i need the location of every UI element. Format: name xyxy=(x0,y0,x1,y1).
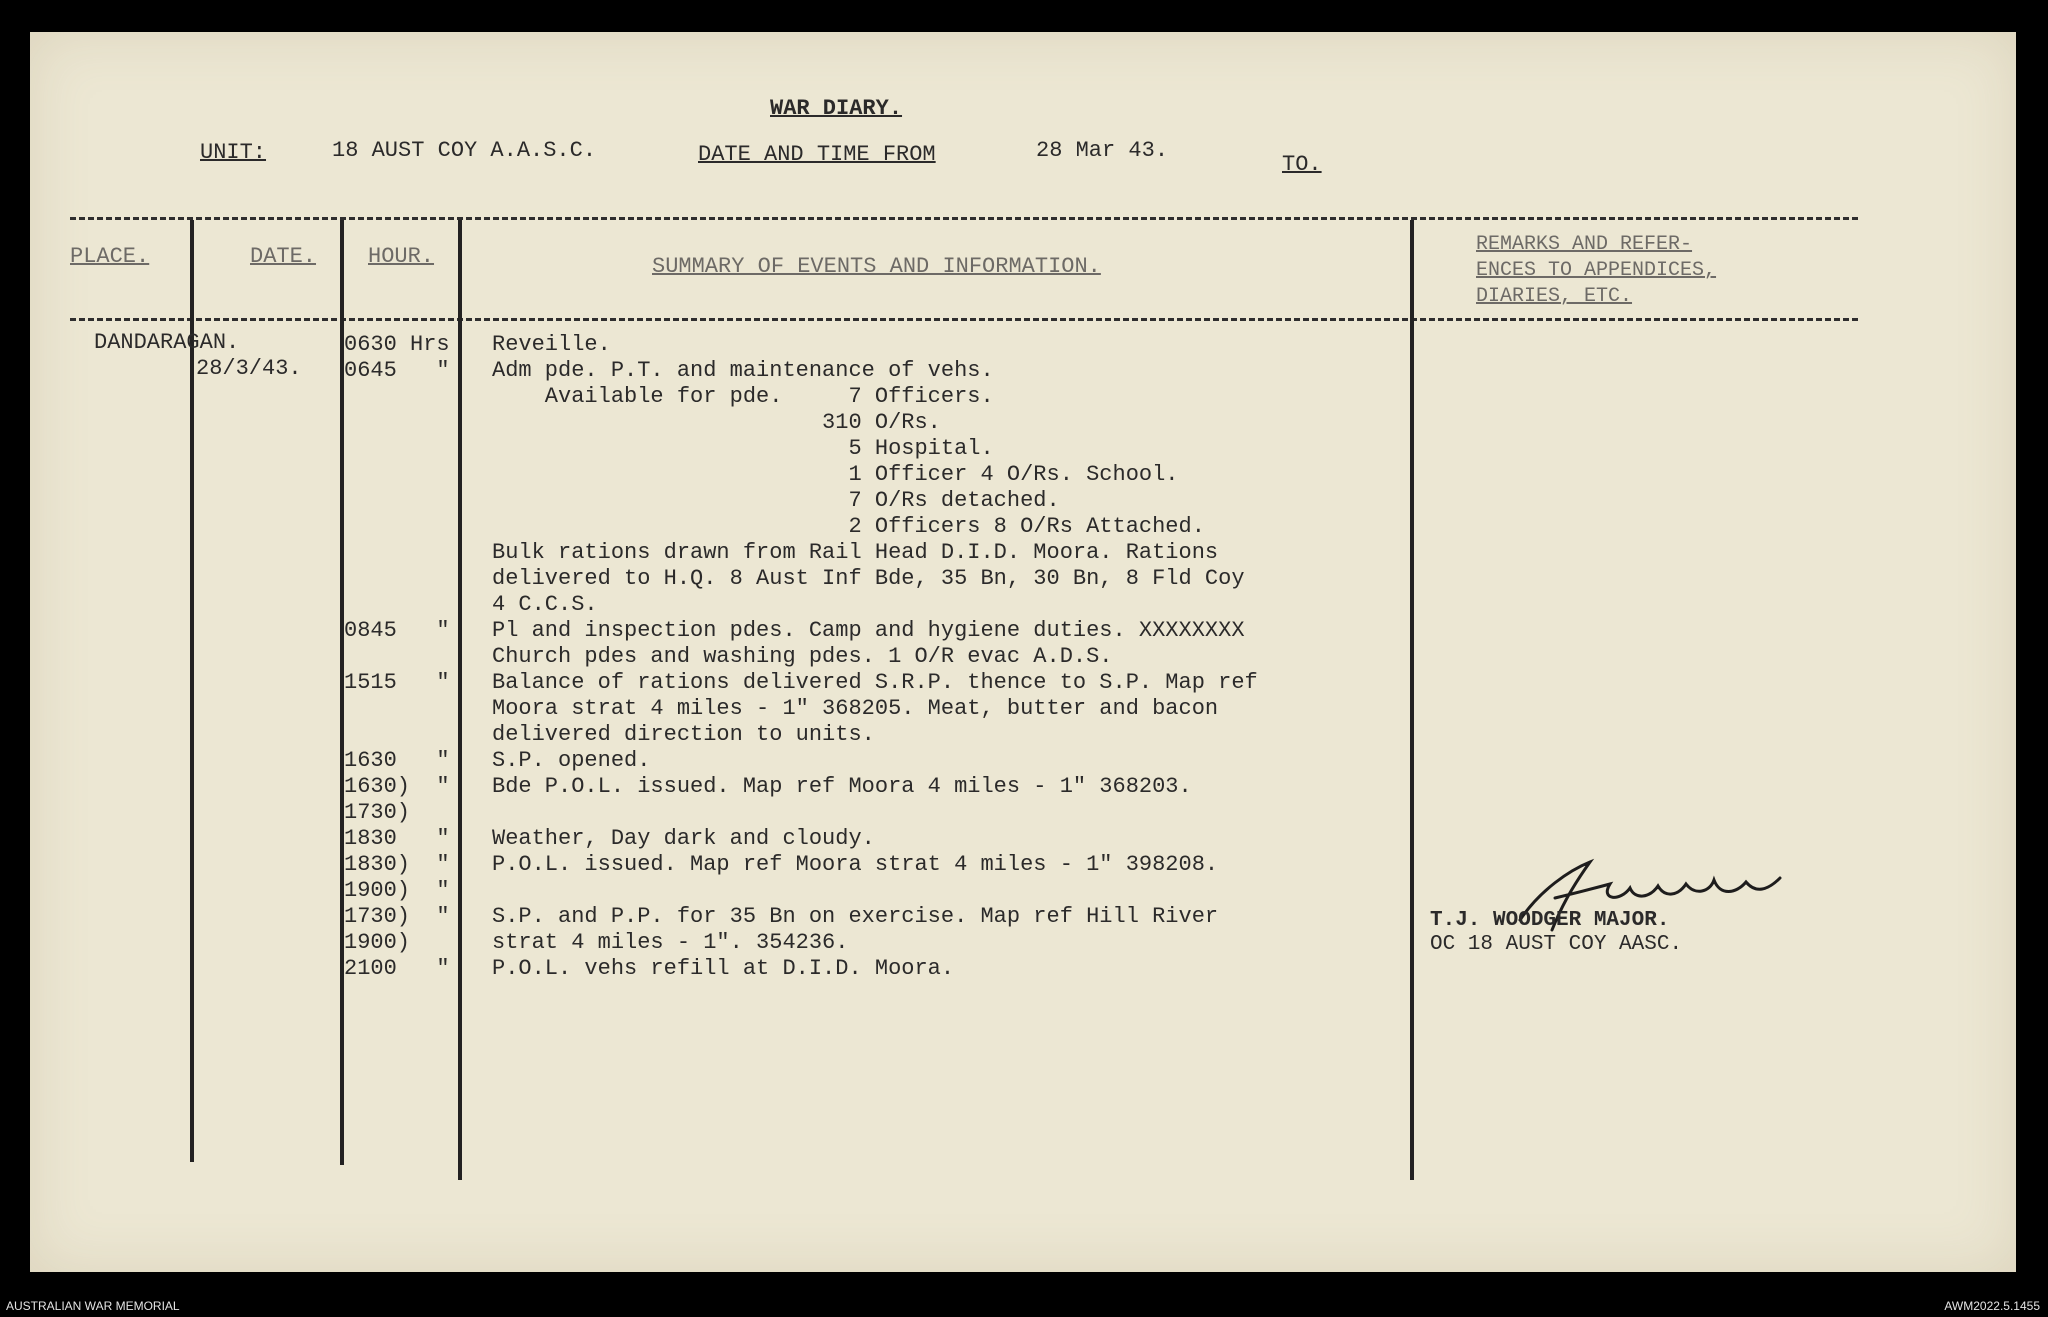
column-heading-hour: HOUR. xyxy=(368,244,435,269)
hour-entry: 0645 " xyxy=(344,358,450,383)
summary-line: strat 4 miles - 1". 354236. xyxy=(492,930,849,955)
hour-entry: 1730) " xyxy=(344,904,450,929)
unit-value: 18 AUST COY A.A.S.C. xyxy=(332,138,597,163)
hour-entry: 1630) " xyxy=(344,774,450,799)
hour-entry: 1900) xyxy=(344,930,411,955)
footer-reference: AWM2022.5.1455 xyxy=(1944,1299,2040,1313)
summary-line: 7 O/Rs detached. xyxy=(492,488,1060,513)
column-divider-place xyxy=(190,220,194,1162)
column-heading-summary: SUMMARY OF EVENTS AND INFORMATION. xyxy=(652,254,1101,279)
summary-line: Bde P.O.L. issued. Map ref Moora 4 miles - 1" 368203. xyxy=(492,774,1192,799)
summary-line: delivered to H.Q. 8 Aust Inf Bde, 35 Bn, 30 Bn, 8 Fld Coy xyxy=(492,566,1245,591)
date-value: 28 Mar 43. xyxy=(1036,138,1169,163)
diary-page xyxy=(30,32,2016,1272)
entry-date: 28/3/43. xyxy=(196,356,302,381)
hour-entry: 1830 " xyxy=(344,826,450,851)
signatory-unit: OC 18 AUST COY AASC. xyxy=(1430,933,1683,956)
table-header-rule xyxy=(70,318,1858,321)
hour-entry: 1900) " xyxy=(344,878,450,903)
hour-entry: 1830) " xyxy=(344,852,450,877)
column-divider-summary xyxy=(1410,220,1414,1180)
summary-line: 5 Hospital. xyxy=(492,436,994,461)
hour-entry: 1730) xyxy=(344,800,411,825)
entry-place: DANDARAGAN. xyxy=(94,330,240,355)
hour-entry: 0845 " xyxy=(344,618,450,643)
summary-line: Adm pde. P.T. and maintenance of vehs. xyxy=(492,358,994,383)
summary-line: Pl and inspection pdes. Camp and hygiene duties. XXXXXXXX xyxy=(492,618,1245,643)
summary-line: 310 O/Rs. xyxy=(492,410,941,435)
summary-line: Bulk rations drawn from Rail Head D.I.D. Moora. Rations xyxy=(492,540,1219,565)
summary-line: Reveille. xyxy=(492,332,611,357)
summary-line: P.O.L. vehs refill at D.I.D. Moora. xyxy=(492,956,955,981)
summary-line: Moora strat 4 miles - 1" 368205. Meat, butter and bacon xyxy=(492,696,1219,721)
table-top-rule xyxy=(70,217,1858,220)
signatory-name: T.J. WOODGER MAJOR. xyxy=(1430,909,1670,932)
column-heading-date: DATE. xyxy=(250,244,317,269)
diary-title: WAR DIARY. xyxy=(770,96,903,121)
unit-label: UNIT: xyxy=(200,140,267,165)
summary-line: Available for pde. 7 Officers. xyxy=(492,384,994,409)
summary-line: 2 Officers 8 O/Rs Attached. xyxy=(492,514,1205,539)
date-time-label: DATE AND TIME FROM xyxy=(698,142,936,167)
column-heading-remarks-line2: ENCES TO APPENDICES, xyxy=(1476,259,1717,282)
summary-column xyxy=(492,332,1392,1032)
summary-line: 1 Officer 4 O/Rs. School. xyxy=(492,462,1179,487)
summary-line: Church pdes and washing pdes. 1 O/R evac A.D.S. xyxy=(492,644,1113,669)
summary-line: S.P. opened. xyxy=(492,748,651,773)
summary-line: delivered direction to units. xyxy=(492,722,875,747)
summary-line: Weather, Day dark and cloudy. xyxy=(492,826,875,851)
hour-entry: 1630 " xyxy=(344,748,450,773)
column-heading-place: PLACE. xyxy=(70,244,150,269)
to-label: TO. xyxy=(1282,152,1322,177)
hours-column xyxy=(344,332,460,1032)
hour-entry: 1515 " xyxy=(344,670,450,695)
summary-line: Balance of rations delivered S.R.P. thence to S.P. Map ref xyxy=(492,670,1258,695)
hour-entry: 2100 " xyxy=(344,956,450,981)
summary-line: S.P. and P.P. for 35 Bn on exercise. Map ref Hill River xyxy=(492,904,1219,929)
column-heading-remarks-line3: DIARIES, ETC. xyxy=(1476,285,1633,308)
summary-line: P.O.L. issued. Map ref Moora strat 4 miles - 1" 398208. xyxy=(492,852,1219,877)
footer-archive-name: AUSTRALIAN WAR MEMORIAL xyxy=(6,1299,180,1313)
hour-entry: 0630 Hrs xyxy=(344,332,450,357)
column-heading-remarks-line1: REMARKS AND REFER- xyxy=(1476,233,1693,256)
summary-line: 4 C.C.S. xyxy=(492,592,598,617)
